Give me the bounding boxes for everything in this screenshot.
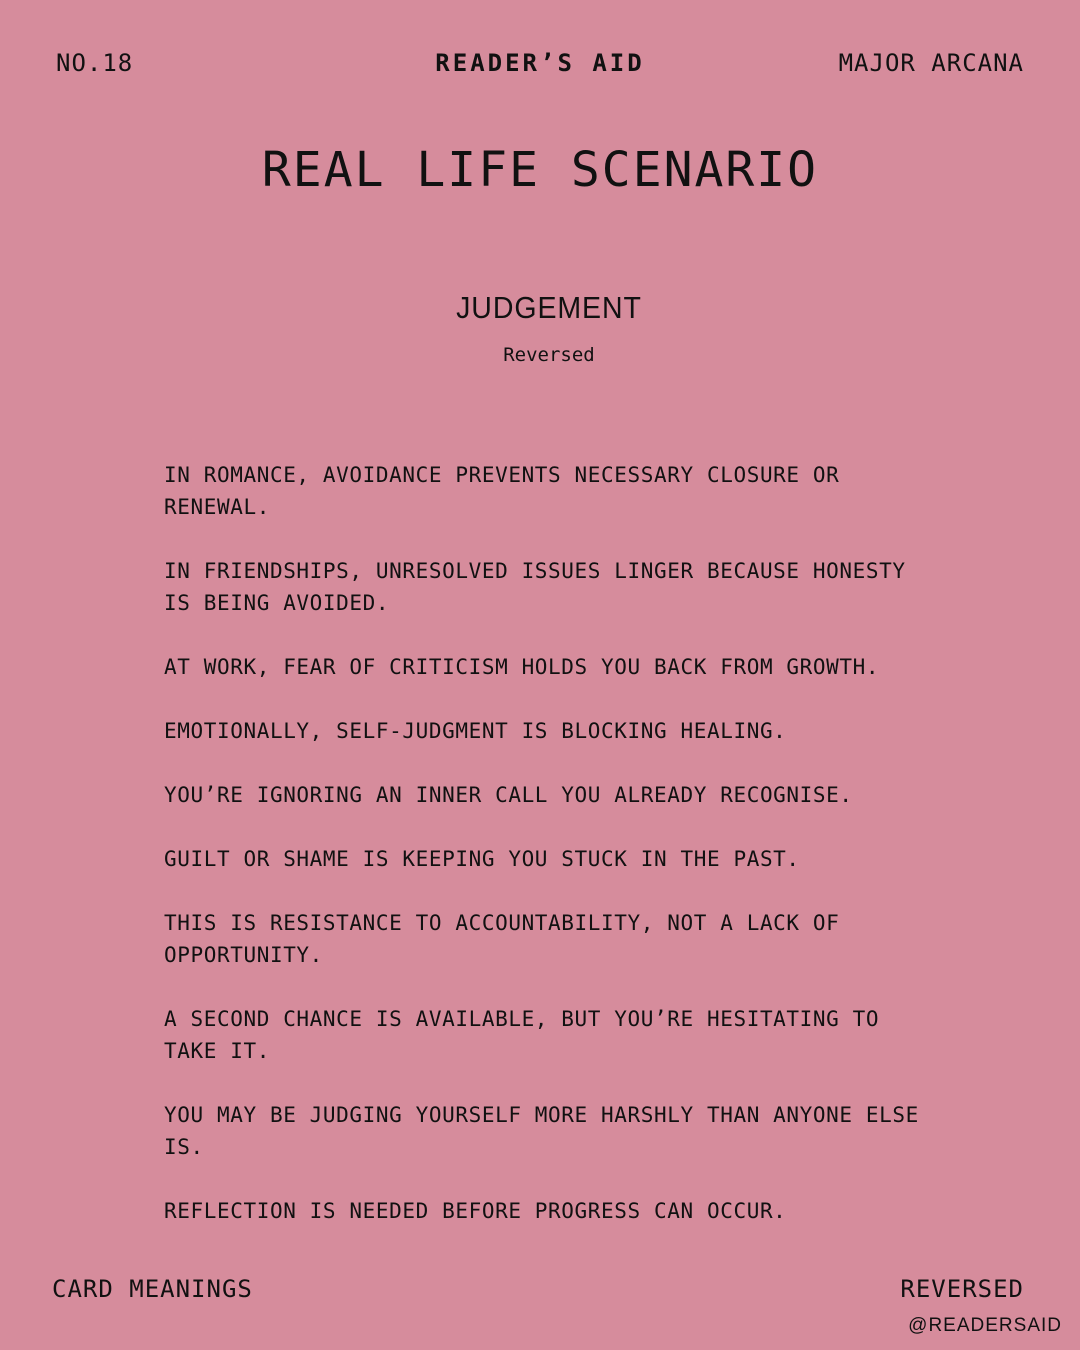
scenario-item-accountability: THIS IS RESISTANCE TO ACCOUNTABILITY, NOT A LACK OF OPPORTUNITY. (164, 911, 840, 967)
scenario-item-friendships: IN FRIENDSHIPS, UNRESOLVED ISSUES LINGER BECAUSE HONESTY IS BEING AVOIDED. (164, 559, 906, 615)
card-orientation: Reversed (503, 344, 595, 366)
scenario-item-inner-call: YOU’RE IGNORING AN INNER CALL YOU ALREADY RECOGNISE. (164, 783, 853, 807)
scenario-item-second-chance: A SECOND CHANCE IS AVAILABLE, BUT YOU’RE HESITATING TO TAKE IT. (164, 1007, 880, 1063)
social-handle: @READERSAID (908, 1315, 1062, 1336)
footer-orientation-label: REVERSED (900, 1275, 1024, 1303)
scenario-item-work: AT WORK, FEAR OF CRITICISM HOLDS YOU BACK FROM GROWTH. (164, 655, 880, 679)
scenario-item-romance: IN ROMANCE, AVOIDANCE PREVENTS NECESSARY CLOSURE OR RENEWAL. (164, 463, 840, 519)
footer-section-label: CARD MEANINGS (52, 1275, 253, 1303)
scenario-item-reflection: REFLECTION IS NEEDED BEFORE PROGRESS CAN OCCUR. (164, 1199, 787, 1223)
category-label: MAJOR ARCANA (838, 49, 1024, 77)
issue-number: NO.18 (56, 49, 134, 77)
scenario-list (164, 459, 924, 1259)
brand-name: READER’S AID (435, 49, 645, 77)
scenario-item-emotionally: EMOTIONALLY, SELF-JUDGMENT IS BLOCKING HEALING. (164, 719, 787, 743)
scenario-item-guilt: GUILT OR SHAME IS KEEPING YOU STUCK IN THE PAST. (164, 847, 800, 871)
page-title: REAL LIFE SCENARIO (261, 142, 819, 198)
scenario-item-self-judging: YOU MAY BE JUDGING YOURSELF MORE HARSHLY THAN ANYONE ELSE IS. (164, 1103, 919, 1159)
card-name: JUDGEMENT (456, 290, 642, 325)
